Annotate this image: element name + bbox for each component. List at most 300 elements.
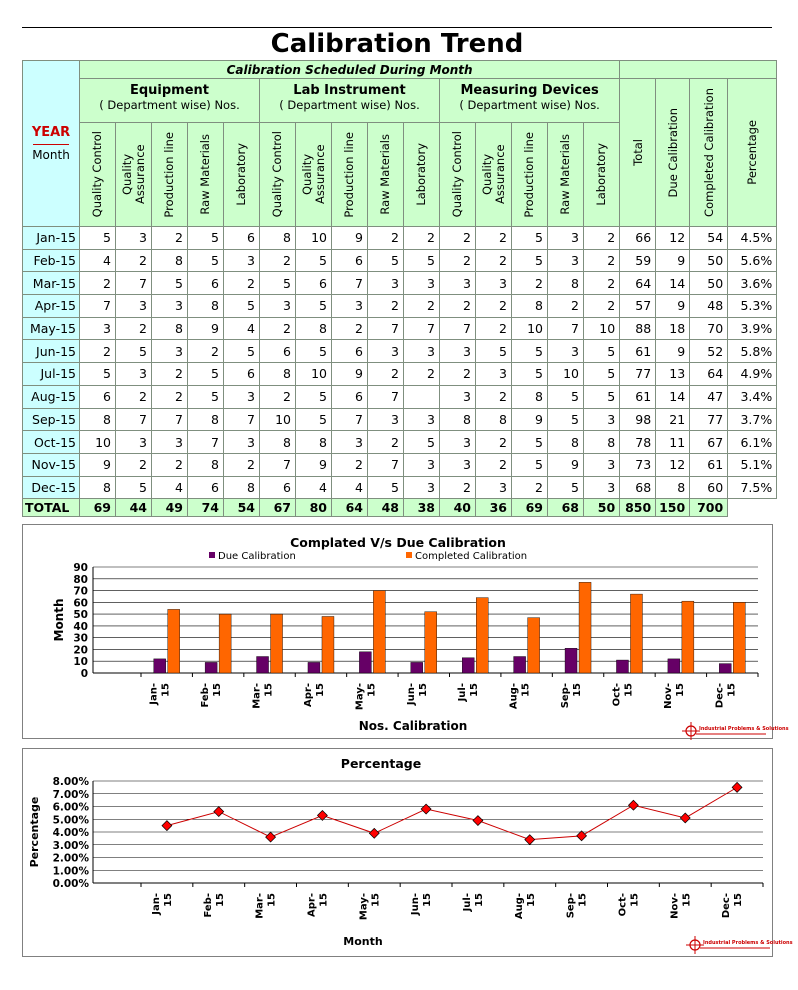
value-cell: 3 <box>584 476 620 499</box>
header-dept-column: Quality Assurance <box>116 123 152 227</box>
y-tick-label: 50 <box>73 609 88 622</box>
total-cell: 700 <box>690 499 728 517</box>
value-cell: 8 <box>440 408 476 431</box>
value-cell: 5 <box>224 295 260 318</box>
value-cell: 14 <box>656 385 690 408</box>
value-cell: 6 <box>188 476 224 499</box>
value-cell: 7 <box>368 317 404 340</box>
group-subtitle: ( Department wise) Nos. <box>459 98 600 112</box>
x-axis-title: Nos. Calibration <box>358 719 468 733</box>
header-dept-column: Laboratory <box>584 123 620 227</box>
bar-completed-calibration <box>476 598 488 673</box>
header-percentage: Percentage <box>728 79 777 227</box>
bar-due-calibration <box>411 662 423 673</box>
y-axis-title: Month <box>52 598 66 642</box>
value-cell: 2 <box>80 272 116 295</box>
value-cell: 5 <box>152 272 188 295</box>
x-tick-label: Nov-15 <box>669 893 693 919</box>
value-cell: 18 <box>656 317 690 340</box>
x-tick-label: Sep-15 <box>565 893 589 919</box>
value-cell: 7 <box>116 408 152 431</box>
value-cell: 10 <box>584 317 620 340</box>
y-tick-label: 70 <box>73 585 88 598</box>
table-row <box>23 227 777 250</box>
x-tick-label: Dec-15 <box>721 893 745 919</box>
value-cell: 6 <box>224 363 260 386</box>
bar-completed-calibration <box>322 616 334 673</box>
x-tick-label: Aug-15 <box>508 683 532 710</box>
value-cell: 4.9% <box>728 363 777 386</box>
value-cell: 2 <box>476 385 512 408</box>
value-cell: 2 <box>116 249 152 272</box>
value-cell: 4 <box>224 317 260 340</box>
legend-swatch <box>406 552 412 558</box>
total-cell: 69 <box>80 499 116 517</box>
value-cell: 2 <box>152 385 188 408</box>
year-label: YEAR <box>31 125 71 140</box>
bar-completed-calibration <box>630 594 642 673</box>
percentage-marker <box>628 800 638 810</box>
bar-completed-calibration <box>219 614 231 673</box>
group-title: Equipment <box>129 83 210 98</box>
value-cell: 78 <box>620 431 656 454</box>
value-cell: 68 <box>620 476 656 499</box>
value-cell: 3 <box>440 385 476 408</box>
value-cell: 5 <box>188 249 224 272</box>
value-cell: 2 <box>476 431 512 454</box>
value-cell: 2 <box>476 227 512 250</box>
total-cell: 49 <box>152 499 188 517</box>
month-cell: Jul-15 <box>23 363 80 386</box>
value-cell: 3 <box>368 408 404 431</box>
value-cell: 8 <box>296 317 332 340</box>
value-cell: 5 <box>296 385 332 408</box>
header-dept-column: Quality Control <box>80 123 116 227</box>
legend-label: Completed Calibration <box>415 551 528 562</box>
value-cell: 7 <box>116 272 152 295</box>
value-cell: 8 <box>224 476 260 499</box>
value-cell: 9 <box>332 363 368 386</box>
value-cell: 7 <box>80 295 116 318</box>
value-cell: 9 <box>512 408 548 431</box>
value-cell: 3 <box>224 385 260 408</box>
value-cell: 2 <box>440 227 476 250</box>
value-cell: 2 <box>404 227 440 250</box>
value-cell: 3 <box>116 431 152 454</box>
bar-completed-calibration <box>579 582 591 673</box>
value-cell: 5 <box>548 385 584 408</box>
value-cell: 5 <box>260 272 296 295</box>
value-cell: 2 <box>368 227 404 250</box>
value-cell: 5.6% <box>728 249 777 272</box>
header-dept-column: Quality Assurance <box>476 123 512 227</box>
total-cell: 150 <box>656 499 690 517</box>
percentage-marker <box>525 835 535 845</box>
header-dept-column: Quality Assurance <box>296 123 332 227</box>
value-cell: 3.7% <box>728 408 777 431</box>
value-cell: 5.8% <box>728 340 777 363</box>
value-cell: 2 <box>512 476 548 499</box>
value-cell: 6 <box>332 249 368 272</box>
value-cell: 6 <box>224 227 260 250</box>
table-row <box>23 431 777 454</box>
bar-due-calibration <box>205 662 217 673</box>
value-cell: 5 <box>368 249 404 272</box>
bar-completed-calibration <box>528 618 540 673</box>
value-cell: 3 <box>548 227 584 250</box>
group-title: Measuring Devices <box>460 83 599 98</box>
value-cell: 7 <box>548 317 584 340</box>
header-dept-column: Laboratory <box>404 123 440 227</box>
header-dept-column: Raw Materials <box>368 123 404 227</box>
value-cell: 3 <box>404 340 440 363</box>
value-cell: 6 <box>260 340 296 363</box>
legend-label: Due Calibration <box>218 551 296 562</box>
bar-due-calibration <box>719 664 731 673</box>
value-cell: 7 <box>368 453 404 476</box>
value-cell: 2 <box>476 249 512 272</box>
value-cell: 2 <box>260 249 296 272</box>
value-cell: 5.3% <box>728 295 777 318</box>
value-cell: 3 <box>80 317 116 340</box>
value-cell: 12 <box>656 453 690 476</box>
value-cell: 3 <box>404 476 440 499</box>
value-cell: 3 <box>584 453 620 476</box>
value-cell: 2 <box>260 385 296 408</box>
value-cell: 2 <box>116 385 152 408</box>
value-cell: 9 <box>656 295 690 318</box>
value-cell: 13 <box>656 363 690 386</box>
total-cell: 36 <box>476 499 512 517</box>
value-cell: 5 <box>188 363 224 386</box>
header-dept-column: Raw Materials <box>188 123 224 227</box>
total-cell: 850 <box>620 499 656 517</box>
value-cell: 50 <box>690 249 728 272</box>
value-cell: 9 <box>656 340 690 363</box>
value-cell: 3 <box>152 295 188 318</box>
value-cell: 10 <box>548 363 584 386</box>
value-cell: 9 <box>188 317 224 340</box>
value-cell: 8 <box>476 408 512 431</box>
value-cell: 5 <box>188 385 224 408</box>
x-tick-label: Mar-15 <box>251 683 275 709</box>
value-cell: 2 <box>404 295 440 318</box>
value-cell: 5 <box>548 408 584 431</box>
y-tick-label: 80 <box>73 573 88 586</box>
value-cell: 77 <box>690 408 728 431</box>
value-cell: 5 <box>296 249 332 272</box>
bar-completed-calibration <box>271 614 283 673</box>
month-cell: Nov-15 <box>23 453 80 476</box>
bar-due-calibration <box>154 659 166 673</box>
value-cell: 3 <box>116 227 152 250</box>
value-cell: 3.9% <box>728 317 777 340</box>
value-cell: 7 <box>260 453 296 476</box>
value-cell: 8 <box>260 431 296 454</box>
header-total: Total <box>620 79 656 227</box>
value-cell: 4 <box>332 476 368 499</box>
value-cell: 21 <box>656 408 690 431</box>
x-tick-label: May-15 <box>354 683 378 711</box>
header-dept-column: Raw Materials <box>548 123 584 227</box>
group-equipment <box>80 79 260 123</box>
table-row <box>23 363 777 386</box>
value-cell: 3 <box>548 249 584 272</box>
value-cell: 8 <box>512 295 548 318</box>
value-cell: 9 <box>80 453 116 476</box>
value-cell: 3 <box>368 340 404 363</box>
y-tick-label: 2.00% <box>52 852 89 865</box>
x-tick-label: Jan-15 <box>148 683 172 705</box>
value-cell: 3 <box>476 272 512 295</box>
x-tick-label: Jul-15 <box>457 683 481 702</box>
value-cell: 6 <box>332 385 368 408</box>
value-cell: 5.1% <box>728 453 777 476</box>
bar-due-calibration <box>565 648 577 673</box>
value-cell: 11 <box>656 431 690 454</box>
value-cell: 2 <box>440 476 476 499</box>
value-cell: 2 <box>224 272 260 295</box>
value-cell: 5 <box>296 340 332 363</box>
x-tick-label: Feb-15 <box>202 893 226 918</box>
chart-title: Complated V/s Due Calibration <box>290 535 506 550</box>
total-cell: 64 <box>332 499 368 517</box>
value-cell: 6 <box>296 272 332 295</box>
watermark-logo <box>686 936 793 954</box>
value-cell: 2 <box>440 295 476 318</box>
value-cell: 3 <box>404 453 440 476</box>
value-cell: 3 <box>152 340 188 363</box>
value-cell: 8 <box>584 431 620 454</box>
y-tick-label: 0 <box>80 668 88 680</box>
year-divider <box>33 144 69 145</box>
value-cell: 8 <box>188 295 224 318</box>
value-cell: 2 <box>188 340 224 363</box>
x-tick-label: Nov-15 <box>662 683 686 709</box>
value-cell: 7 <box>332 272 368 295</box>
value-cell: 5 <box>296 408 332 431</box>
total-cell: 40 <box>440 499 476 517</box>
header-completed-calibration: Completed Calibration <box>690 79 728 227</box>
total-cell: 69 <box>512 499 548 517</box>
value-cell: 2 <box>512 272 548 295</box>
watermark-text: Industrial Problems & Solutions <box>703 940 793 946</box>
value-cell: 2 <box>152 227 188 250</box>
value-cell: 8 <box>260 363 296 386</box>
value-cell: 2 <box>332 453 368 476</box>
x-tick-label: Jun-15 <box>405 683 429 706</box>
table-row <box>23 385 777 408</box>
value-cell: 5 <box>80 363 116 386</box>
bar-due-calibration <box>668 659 680 673</box>
value-cell: 6 <box>188 272 224 295</box>
value-cell: 5 <box>512 363 548 386</box>
bar-due-calibration <box>359 652 371 673</box>
value-cell: 7 <box>188 431 224 454</box>
x-tick-label: Oct-15 <box>611 683 635 707</box>
total-cell: 54 <box>224 499 260 517</box>
value-cell: 8 <box>80 408 116 431</box>
value-cell: 64 <box>690 363 728 386</box>
value-cell: 5 <box>224 340 260 363</box>
group-title: Lab Instrument <box>293 83 406 98</box>
header-dept-column: Laboratory <box>224 123 260 227</box>
group-measuring-devices <box>440 79 620 123</box>
y-tick-label: 7.00% <box>52 788 89 801</box>
legend-swatch <box>209 552 215 558</box>
group-subtitle: ( Department wise) Nos. <box>279 98 420 112</box>
value-cell: 5 <box>188 227 224 250</box>
value-cell: 4 <box>296 476 332 499</box>
total-cell: 68 <box>548 499 584 517</box>
value-cell: 3 <box>116 363 152 386</box>
bar-completed-calibration <box>682 601 694 673</box>
scheduled-header: Calibration Scheduled During Month <box>80 61 620 79</box>
value-cell: 2 <box>584 249 620 272</box>
watermark-logo <box>682 722 789 740</box>
value-cell: 5 <box>512 431 548 454</box>
value-cell: 8 <box>80 476 116 499</box>
value-cell: 3 <box>332 295 368 318</box>
value-cell: 73 <box>620 453 656 476</box>
value-cell: 5 <box>476 340 512 363</box>
value-cell: 5 <box>368 476 404 499</box>
value-cell: 2 <box>548 295 584 318</box>
value-cell: 14 <box>656 272 690 295</box>
value-cell: 4 <box>80 249 116 272</box>
value-cell: 7 <box>368 385 404 408</box>
percentage-marker <box>214 807 224 817</box>
total-cell: 67 <box>260 499 296 517</box>
value-cell: 59 <box>620 249 656 272</box>
x-tick-label: Aug-15 <box>513 893 537 920</box>
value-cell: 6.1% <box>728 431 777 454</box>
value-cell: 3 <box>224 431 260 454</box>
month-cell: Jun-15 <box>23 340 80 363</box>
value-cell: 2 <box>584 227 620 250</box>
value-cell: 98 <box>620 408 656 431</box>
header-dept-column: Quality Control <box>260 123 296 227</box>
x-axis-title: Month <box>343 935 383 948</box>
x-tick-label: Feb-15 <box>200 683 224 708</box>
value-cell: 6 <box>260 476 296 499</box>
value-cell: 3 <box>584 408 620 431</box>
x-tick-label: Mar-15 <box>254 893 278 919</box>
value-cell: 5 <box>116 476 152 499</box>
page-title: Calibration Trend <box>270 29 524 59</box>
table-row <box>23 453 777 476</box>
value-cell: 2 <box>116 317 152 340</box>
percentage-marker <box>680 813 690 823</box>
month-cell: Jan-15 <box>23 227 80 250</box>
value-cell: 3 <box>440 431 476 454</box>
y-tick-label: 30 <box>73 632 88 645</box>
month-cell: Oct-15 <box>23 431 80 454</box>
value-cell: 9 <box>332 227 368 250</box>
y-tick-label: 5.00% <box>52 814 89 827</box>
value-cell: 3 <box>332 431 368 454</box>
header-due-calibration: Due Calibration <box>656 79 690 227</box>
header-dept-column: Quality Control <box>440 123 476 227</box>
value-cell: 5 <box>512 340 548 363</box>
value-cell: 88 <box>620 317 656 340</box>
bar-completed-calibration <box>733 602 745 673</box>
table-row <box>23 272 777 295</box>
value-cell: 10 <box>260 408 296 431</box>
value-cell: 6 <box>332 340 368 363</box>
value-cell: 7 <box>404 317 440 340</box>
year-month-header <box>23 61 80 227</box>
month-cell: Sep-15 <box>23 408 80 431</box>
value-cell: 8 <box>188 453 224 476</box>
bar-due-calibration <box>514 657 526 673</box>
bar-due-calibration <box>462 658 474 673</box>
y-tick-label: 3.00% <box>52 839 89 852</box>
value-cell: 70 <box>690 317 728 340</box>
y-tick-label: 8.00% <box>52 776 89 788</box>
value-cell: 8 <box>188 408 224 431</box>
group-lab-instrument <box>260 79 440 123</box>
value-cell: 2 <box>584 295 620 318</box>
value-cell: 3 <box>440 453 476 476</box>
percentage-marker <box>732 782 742 792</box>
value-cell: 64 <box>620 272 656 295</box>
month-cell: Aug-15 <box>23 385 80 408</box>
value-cell: 2 <box>116 453 152 476</box>
value-cell: 7 <box>332 408 368 431</box>
value-cell: 3 <box>368 272 404 295</box>
month-cell: May-15 <box>23 317 80 340</box>
value-cell: 5 <box>404 249 440 272</box>
value-cell: 5 <box>404 431 440 454</box>
y-tick-label: 0.00% <box>52 878 89 890</box>
value-cell: 3 <box>476 363 512 386</box>
value-cell: 52 <box>690 340 728 363</box>
value-cell: 3 <box>260 295 296 318</box>
value-cell: 2 <box>440 249 476 272</box>
value-cell: 5 <box>512 227 548 250</box>
x-tick-label: Oct-15 <box>617 893 641 917</box>
table-row <box>23 295 777 318</box>
value-cell: 3.4% <box>728 385 777 408</box>
value-cell: 57 <box>620 295 656 318</box>
percentage-marker <box>266 832 276 842</box>
bar-due-calibration <box>257 657 269 673</box>
table-row <box>23 340 777 363</box>
bar-completed-calibration <box>425 612 437 673</box>
value-cell: 3 <box>440 272 476 295</box>
table-row <box>23 408 777 431</box>
x-tick-label: Jan-15 <box>150 893 174 915</box>
total-row <box>23 499 777 517</box>
bar-completed-calibration <box>373 591 385 673</box>
value-cell: 8 <box>152 249 188 272</box>
value-cell: 5 <box>512 249 548 272</box>
value-cell: 7 <box>440 317 476 340</box>
x-tick-label: Dec-15 <box>714 683 738 709</box>
month-cell: Mar-15 <box>23 272 80 295</box>
bar-chart-svg <box>23 525 789 740</box>
value-cell: 77 <box>620 363 656 386</box>
value-cell: 9 <box>296 453 332 476</box>
percentage-marker <box>473 816 483 826</box>
value-cell: 2 <box>152 363 188 386</box>
value-cell: 8 <box>296 431 332 454</box>
value-cell: 3.6% <box>728 272 777 295</box>
value-cell: 67 <box>690 431 728 454</box>
value-cell: 3 <box>404 272 440 295</box>
value-cell: 50 <box>690 272 728 295</box>
